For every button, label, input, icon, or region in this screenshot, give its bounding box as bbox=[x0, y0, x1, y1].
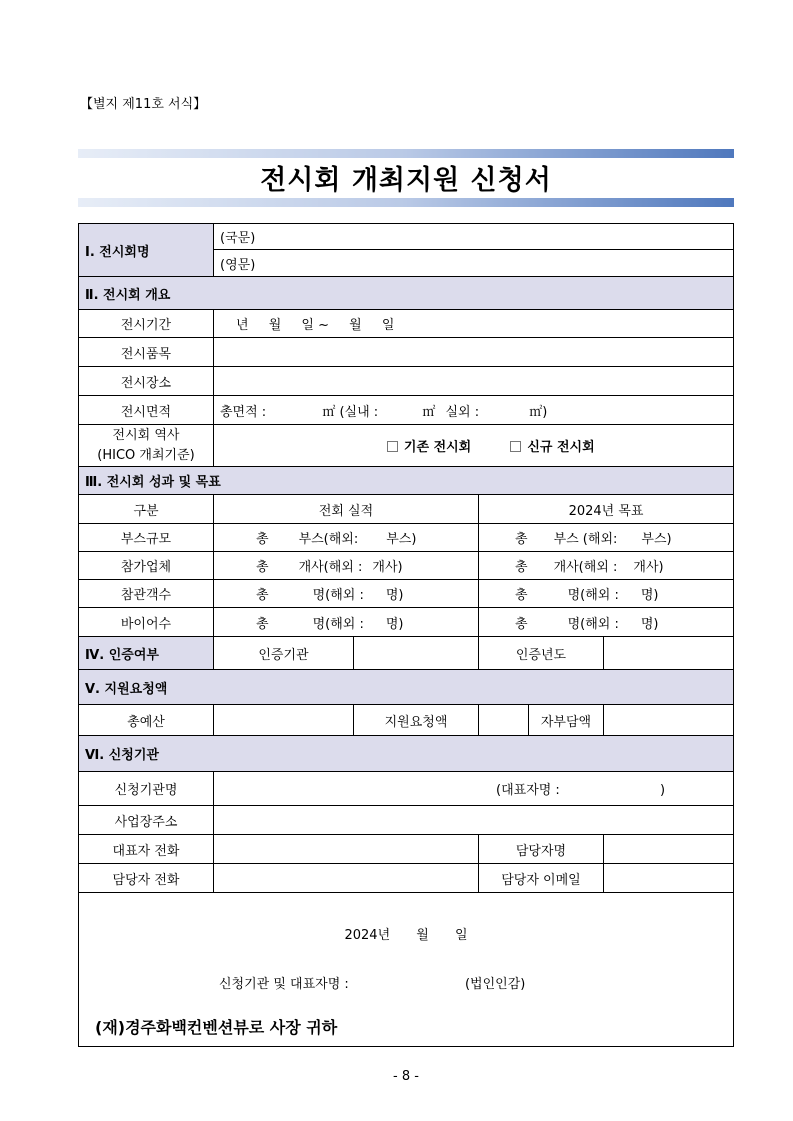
sign-day: 일 bbox=[454, 928, 468, 943]
col-previous: 전회 실적 bbox=[214, 495, 479, 524]
row-companies-label: 참가업체 bbox=[79, 552, 214, 580]
cert-year-label: 인증년도 bbox=[479, 637, 604, 670]
period-day-end: 일 bbox=[381, 318, 395, 333]
period-month: 월 bbox=[268, 318, 282, 333]
rep-phone-label: 대표자 전화 bbox=[79, 835, 214, 864]
request-amount-field[interactable] bbox=[479, 705, 529, 736]
address-field[interactable] bbox=[214, 806, 734, 835]
period-label: 전시기간 bbox=[79, 310, 214, 338]
booth-target-total: 총 bbox=[515, 532, 528, 547]
section-4-heading: Ⅳ. 인증여부 bbox=[79, 637, 214, 670]
companies-prev-total: 총 bbox=[256, 560, 269, 575]
request-amount-label: 지원요청액 bbox=[354, 705, 479, 736]
buyers-prev-unit: 명(해외 : bbox=[312, 616, 364, 632]
history-label bbox=[79, 425, 214, 467]
buyers-target-total: 총 bbox=[515, 616, 528, 632]
booth-previous[interactable] bbox=[214, 524, 479, 552]
buyers-target-close: 명) bbox=[640, 616, 659, 632]
companies-previous[interactable] bbox=[214, 552, 479, 580]
section-6-heading: Ⅵ. 신청기관 bbox=[79, 736, 734, 772]
manager-phone-label: 담당자 전화 bbox=[79, 864, 214, 893]
companies-prev-unit: 개사(해외 : bbox=[298, 560, 363, 575]
area-indoor-unit: ㎡ bbox=[422, 404, 436, 420]
items-field[interactable] bbox=[214, 338, 734, 367]
total-budget-label: 총예산 bbox=[79, 705, 214, 736]
area-outdoor-label: 실외 : bbox=[445, 404, 480, 420]
row-buyers-label: 바이어수 bbox=[79, 608, 214, 637]
buyers-prev-total: 총 bbox=[256, 616, 269, 632]
period-year: 년 bbox=[236, 318, 249, 333]
visitors-target-close: 명) bbox=[640, 588, 659, 603]
companies-target-close: 개사) bbox=[633, 560, 664, 575]
self-pay-field[interactable] bbox=[604, 705, 734, 736]
exhibition-name-korean[interactable]: (국문) bbox=[214, 224, 734, 250]
checkbox-existing[interactable] bbox=[387, 441, 398, 452]
visitors-target[interactable] bbox=[479, 580, 734, 608]
row-booth-label: 부스규모 bbox=[79, 524, 214, 552]
corporate-seal-label: (법인인감) bbox=[464, 977, 526, 992]
buyers-previous[interactable] bbox=[214, 608, 479, 637]
items-label: 전시품목 bbox=[79, 338, 214, 367]
period-month-end: 월 bbox=[349, 318, 362, 333]
area-indoor-label: ㎡ (실내 : bbox=[322, 404, 379, 420]
area-field[interactable] bbox=[214, 396, 734, 425]
applicant-name-field[interactable] bbox=[214, 772, 734, 806]
page-number: - 8 - bbox=[393, 1069, 419, 1084]
manager-email-label: 담당자 이메일 bbox=[479, 864, 604, 893]
buyers-target-unit: 명(해외 : bbox=[567, 616, 619, 632]
manager-name-field[interactable] bbox=[604, 835, 734, 864]
row-visitors-label: 참관객수 bbox=[79, 580, 214, 608]
col-target: 2024년 목표 bbox=[479, 495, 734, 524]
applicant-signature-label: 신청기관 및 대표자명 : bbox=[219, 977, 349, 992]
signature-block bbox=[79, 893, 734, 1047]
addressee: (재)경주화백컨벤션뷰로 사장 귀하 bbox=[95, 1018, 338, 1037]
period-day: 일 ~ bbox=[301, 318, 329, 333]
companies-target[interactable] bbox=[479, 552, 734, 580]
manager-phone-field[interactable] bbox=[214, 864, 479, 893]
rep-phone-field[interactable] bbox=[214, 835, 479, 864]
application-form-table bbox=[78, 223, 734, 1047]
buyers-prev-close: 명) bbox=[385, 616, 404, 632]
title-band-bottom bbox=[78, 198, 734, 207]
place-field[interactable] bbox=[214, 367, 734, 396]
section-5-heading: Ⅴ. 지원요청액 bbox=[79, 670, 734, 705]
companies-target-unit: 개사(해외 : bbox=[553, 560, 618, 575]
signature-applicant bbox=[79, 973, 733, 992]
buyers-target[interactable] bbox=[479, 608, 734, 637]
visitors-prev-unit: 명(해외 : bbox=[312, 588, 364, 603]
option-new-label: 신규 전시회 bbox=[527, 440, 595, 455]
cert-org-field[interactable] bbox=[354, 637, 479, 670]
exhibition-name-english[interactable]: (영문) bbox=[214, 250, 734, 277]
cert-year-field[interactable] bbox=[604, 637, 734, 670]
manager-email-field[interactable] bbox=[604, 864, 734, 893]
booth-prev-total: 총 bbox=[256, 532, 269, 547]
visitors-prev-total: 총 bbox=[256, 588, 269, 603]
form-number-label: 【별지 제11호 서식】 bbox=[80, 97, 207, 112]
booth-prev-close: 부스) bbox=[386, 532, 417, 547]
manager-name-label: 담당자명 bbox=[479, 835, 604, 864]
col-division: 구분 bbox=[79, 495, 214, 524]
visitors-prev-close: 명) bbox=[385, 588, 404, 603]
history-label-line1: 전시회 역사 bbox=[112, 427, 180, 443]
title-band-top bbox=[78, 149, 734, 158]
total-budget-field[interactable] bbox=[214, 705, 354, 736]
address-label: 사업장주소 bbox=[79, 806, 214, 835]
booth-prev-unit: 부스(해외: bbox=[298, 532, 359, 547]
option-existing-label: 기존 전시회 bbox=[403, 440, 472, 455]
area-total-label: 총면적 : bbox=[220, 404, 267, 420]
sign-month: 월 bbox=[416, 928, 429, 943]
representative-close: ) bbox=[659, 783, 666, 798]
booth-target-close: 부스) bbox=[641, 532, 672, 547]
representative-open: (대표자명 : bbox=[496, 783, 560, 798]
sign-year: 2024년 bbox=[344, 928, 391, 943]
booth-target-unit: 부스 (해외: bbox=[553, 532, 618, 547]
area-label: 전시면적 bbox=[79, 396, 214, 425]
history-options bbox=[214, 425, 734, 467]
page-title: 전시회 개최지원 신청서 bbox=[260, 165, 552, 196]
booth-target[interactable] bbox=[479, 524, 734, 552]
companies-target-total: 총 bbox=[515, 560, 528, 575]
self-pay-label: 자부담액 bbox=[529, 705, 604, 736]
history-label-line2: (HICO 개최기준) bbox=[97, 447, 195, 463]
visitors-target-unit: 명(해외 : bbox=[567, 588, 619, 603]
area-outdoor-unit: ㎡) bbox=[529, 404, 548, 420]
cert-org-label: 인증기관 bbox=[214, 637, 354, 670]
checkbox-new[interactable] bbox=[510, 441, 521, 452]
section-2-heading: Ⅱ. 전시회 개요 bbox=[79, 277, 734, 310]
section-1-heading: Ⅰ. 전시회명 bbox=[79, 224, 214, 277]
period-field[interactable] bbox=[214, 310, 734, 338]
applicant-name-label: 신청기관명 bbox=[79, 772, 214, 806]
place-label: 전시장소 bbox=[79, 367, 214, 396]
companies-prev-close: 개사) bbox=[372, 560, 403, 575]
visitors-target-total: 총 bbox=[515, 588, 528, 603]
visitors-previous[interactable] bbox=[214, 580, 479, 608]
section-3-heading: Ⅲ. 전시회 성과 및 목표 bbox=[79, 467, 734, 495]
signature-date bbox=[79, 924, 733, 943]
